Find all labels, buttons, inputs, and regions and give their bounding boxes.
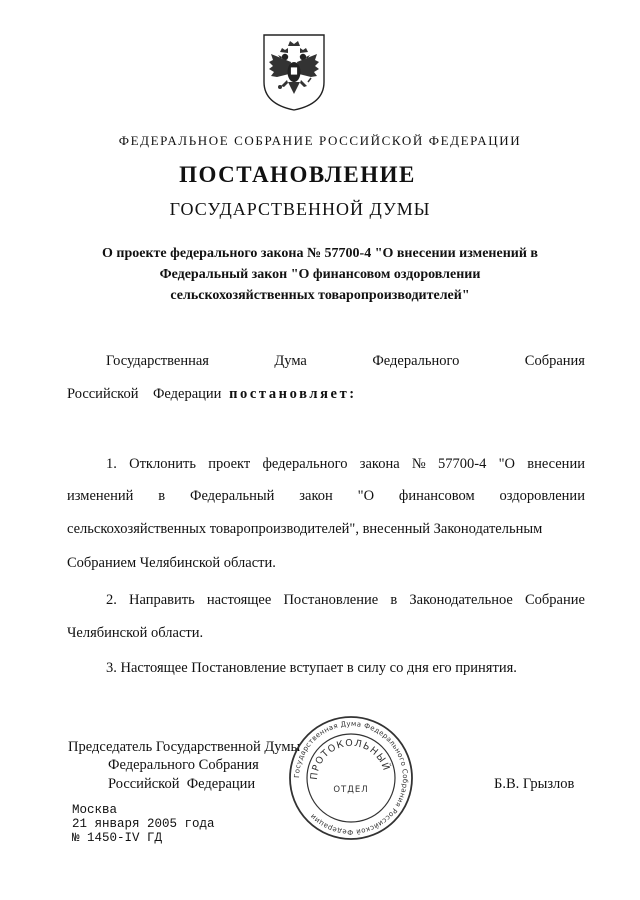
point-word: в [390,592,398,608]
signature-title-line: Председатель Государственной Думы [68,739,301,755]
preamble-decision-word: постановляет: [229,386,357,402]
point-1-line: сельскохозяйственных товаропроизводителей", внесенный Законодательным [67,521,543,537]
point-word: Отклонить [129,456,196,472]
point-word: проект [208,456,251,472]
stamp-inner-text: ПРОТОКОЛЬНЫЙ [308,737,392,781]
point-word: Постановление [283,592,379,608]
preamble-text: Российской Федерации [67,386,222,402]
point-word: настоящее [206,592,272,608]
official-stamp [287,714,415,842]
document-title: ПОСТАНОВЛЕНИЕ [179,162,416,187]
stamp-center-text: ОТДЕЛ [333,785,369,795]
point-word: в [158,488,166,504]
preamble-word: Государственная [106,353,209,369]
point-word: Собрание [524,592,585,608]
point-word: 2. [106,592,117,608]
place-of-signing: Москва [72,803,118,817]
point-word: 1. [106,456,117,472]
date-of-signing: 21 января 2005 года [72,817,215,831]
point-word: № [411,456,426,472]
registration-number: № 1450-IV ГД [72,831,163,845]
point-word: закон [299,488,333,504]
round-stamp-icon [287,714,415,842]
parliament-header: ФЕДЕРАЛЬНОЕ СОБРАНИЕ РОССИЙСКОЙ ФЕДЕРАЦИИ [118,133,522,148]
preamble-word: Федерального [372,353,460,369]
point-word: оздоровлении [499,488,585,504]
document-subtitle: ГОСУДАРСТВЕННОЙ ДУМЫ [169,199,431,219]
point-2-line: Челябинской области. [67,625,204,641]
preamble-line [106,353,585,370]
point-word: Направить [129,592,195,608]
point-word: 57700-4 [438,456,487,472]
about-line: Федеральный закон "О финансовом оздоровлении [159,267,481,282]
point-1-line: Собранием Челябинской области. [67,555,276,571]
point-1-line [67,488,585,505]
signer-name: Б.В. Грызлов [494,776,575,792]
signature-title-line: Российской Федерации [108,776,256,792]
double-headed-eagle-icon [261,32,327,112]
point-2-line [106,592,585,609]
point-word: "О [498,456,515,472]
point-word: федерального [262,456,348,472]
point-1-line [106,456,585,473]
about-line: О проекте федерального закона № 57700-4 "О внесении изменений в [102,246,538,261]
preamble-word: Собрания [524,353,585,369]
point-3-line: 3. Настоящее Постановление вступает в силу со дня его принятия. [106,660,517,676]
coat-of-arms-emblem [261,32,327,112]
point-word: внесении [527,456,585,472]
point-word: изменений [67,488,134,504]
about-line: сельскохозяйственных товаропроизводителей" [170,288,470,303]
point-word: Федеральный [189,488,275,504]
point-word: финансовом [398,488,475,504]
point-word: Законодательное [409,592,513,608]
preamble-word: Дума [274,353,307,369]
stamp-outer-text: Государственная Дума Федерального Собрания Российской Федерации [292,719,410,837]
point-word: "О [357,488,375,504]
signature-title-line: Федерального Собрания [108,757,259,773]
point-word: закона [359,456,400,472]
preamble-line [67,386,357,403]
